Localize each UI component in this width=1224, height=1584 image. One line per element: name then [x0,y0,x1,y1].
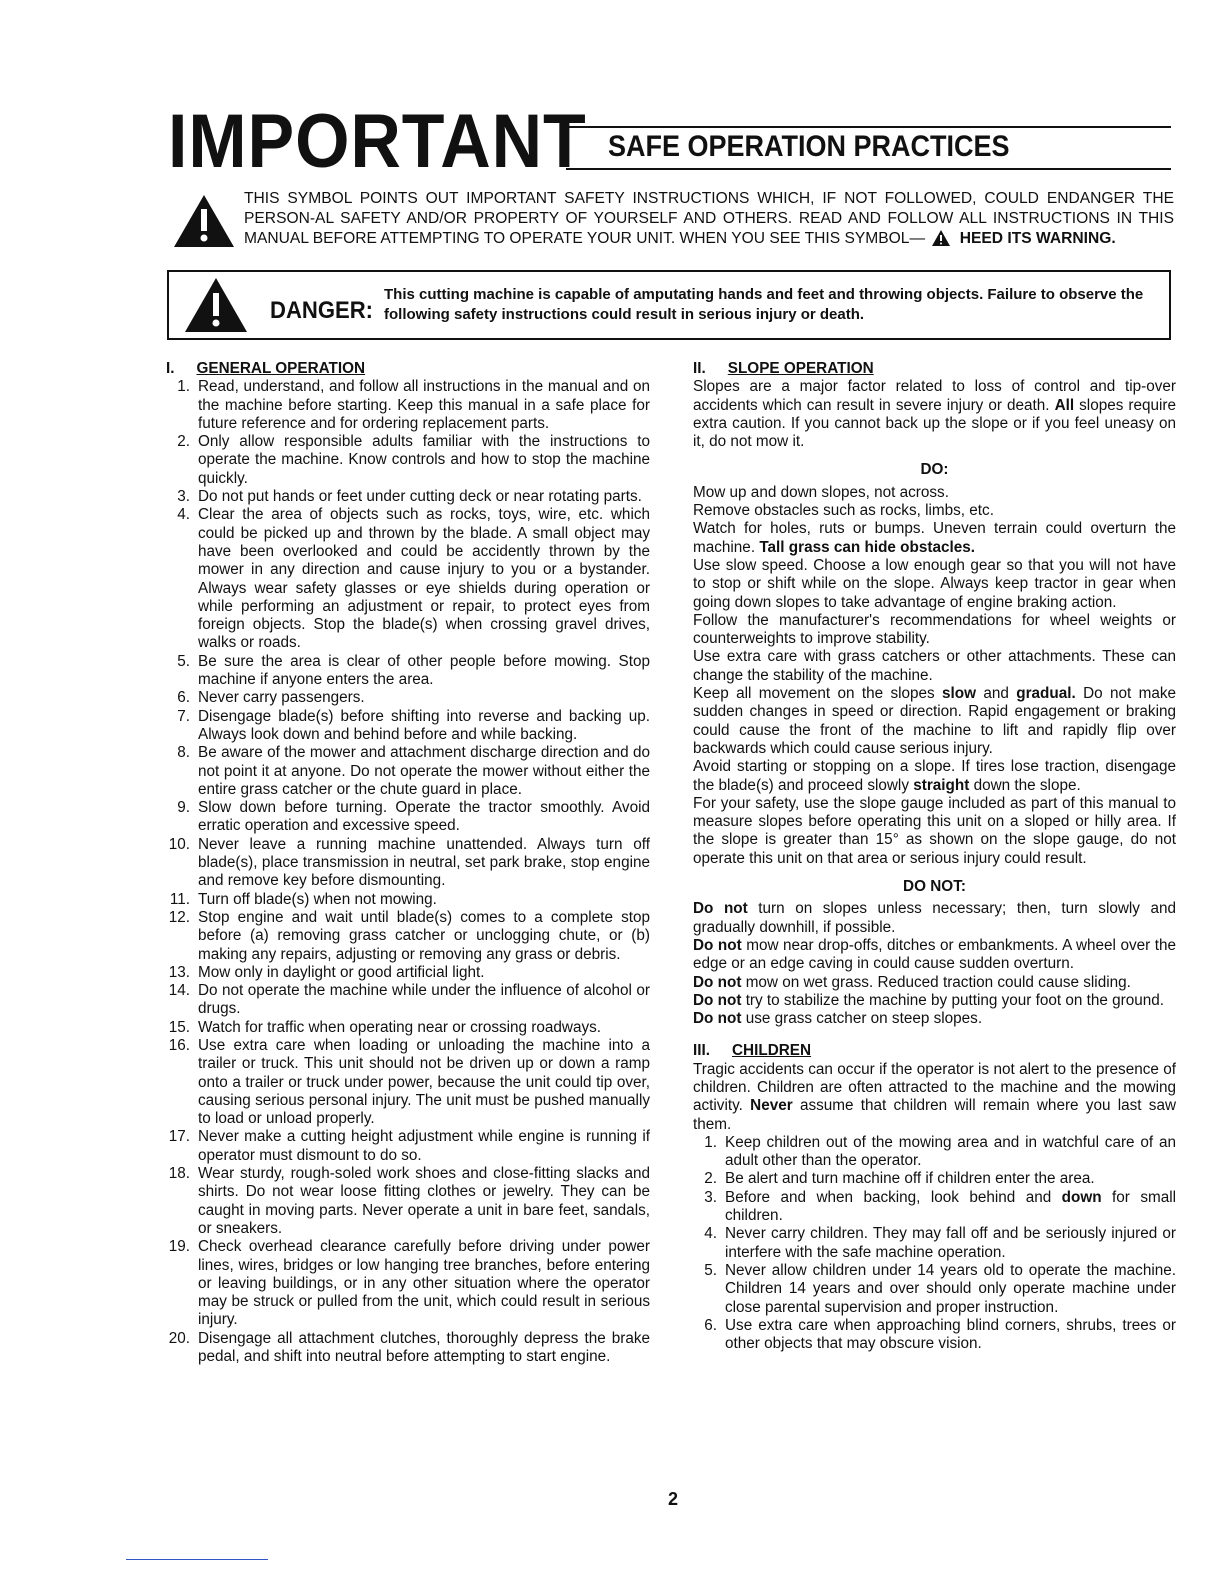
do-item: For your safety, use the slope gauge included as part of this manual to measure slopes before operating this unit on a sloped or hilly area. If the slope is greater than 15° as shown on the slope gauge, do not operate this unit on that area or serious injury could result. [693,794,1176,867]
list-item: 19. Check overhead clearance carefully before driving under power lines, wires, bridges or low hanging tree branches, before entering or leaving buildings, or in any other situation where the operator may be struck or pulled from the unit, which could result in serious injury. [168,1238,650,1329]
list-item: 1. Keep children out of the mowing area and in watchful care of an adult other than the operator. [704,1133,1176,1170]
list-item: 13. Mow only in daylight or good artificial light. [168,963,485,981]
list-item: 2. Be alert and turn machine off if children enter the area. [704,1170,1095,1188]
list-item: 4. Clear the area of objects such as rocks, toys, wire, etc. which could be picked up and thrown by the blade. A small object may have been overlooked and could be accidently thrown by the mower in any direction and cause injury to you or a bystander. Always wear safety glasses or eye shields during operation or while performing an adjustment or repair, to protect eyes from foreign objects. Stop the blade(s) when crossing gravel drives, walks or roads. [177,506,650,652]
do-item: Mow up and down slopes, not across. [693,483,949,501]
heed-warning: HEED ITS WARNING. [959,230,1116,247]
do-not-item: Do not use grass catcher on steep slopes. [693,1010,983,1028]
section-heading [166,360,650,378]
list-item: 3. Do not put hands or feet under cutting deck or near rotating parts. [177,488,642,506]
list-item: 16. Use extra care when loading or unloading the machine into a trailer or truck. This unit should not be driven up or down a ramp onto a trailer or truck under power, because the unit could tip over, causing serious personal injury. The unit must be pushed manually to load or unload properly. [168,1036,650,1128]
do-item: Watch for holes, ruts or bumps. Uneven terrain could overturn the machine. Tall grass can hide obstacles. [693,520,1176,556]
list-item: 5. Be sure the area is clear of other people before mowing. Stop machine if anyone enters the area. [177,652,650,689]
do-not-item: Do not try to stabilize the machine by putting your foot on the ground. [693,991,1165,1009]
do-heading: DO: [920,461,949,479]
danger-text: This cutting machine is capable of amputating hands and feet and throwing objects. Failure to observe the following safety instructions could result in serious injury or death. [384,286,1144,323]
safe-operation-title: SAFE OPERATION PRACTICES [608,130,1010,163]
do-item: Use extra care with grass catchers or other attachments. These can change the stability of the machine. [693,648,1176,684]
list-item: 18. Wear sturdy, rough-soled work shoes and close-fitting slacks and shirts. Do not wear loose fitting clothes or jewelry. They can be caught in moving parts. Never operate a unit in bare feet, sandals, or sneakers. [168,1165,650,1237]
list-item: 3. Before and when backing, look behind and down for small children. [704,1188,1177,1225]
danger-label: DANGER: [270,297,374,324]
list-item: 11. Turn off blade(s) when not mowing. [169,890,437,908]
list-item: 6. Use extra care when approaching blind corners, shrubs, trees or other objects that may obscure vision. [704,1316,1176,1353]
list-item: 17. Never make a cutting height adjustment while engine is running if operator must dismount to do so. [168,1128,650,1164]
list-item: 4. Never carry children. They may fall off and be seriously injured or interfere with the safe machine operation. [704,1225,1176,1261]
intro-text: THIS SYMBOL POINTS OUT IMPORTANT SAFETY INSTRUCTIONS WHICH, IF NOT FOLLOWED, COULD ENDANGER THE PERSON-AL SAFETY AND/OR PROPERTY OF YOURSELF AND OTHERS. READ AND FOLLOW ALL INSTRUCTIONS IN THIS MANUAL BEFORE ATTEMPTING TO OPERATE YOUR UNIT. WHEN YOU SEE THIS SYMBOL— [244,190,1174,247]
list-item: 14. Do not operate the machine while under the influence of alcohol or drugs. [168,982,650,1018]
section-title-bar [566,126,1171,170]
warning-triangle-icon [931,229,951,247]
list-item: 2. Only allow responsible adults familiar with the instructions to operate the machine. Know controls and how to stop the machine quickly. [177,433,650,487]
danger-triangle-icon [183,276,249,334]
section-numeral: I. [166,360,175,377]
intro-paragraph [244,189,1174,249]
slope-section-heading: II. SLOPE OPERATION [693,360,874,377]
do-item: Avoid starting or stopping on a slope. If tires lose traction, disengage the blade(s) and proceed slowly straight down the slope. [693,758,1176,794]
warning-triangle-icon [172,193,236,249]
list-item: 7. Disengage blade(s) before shifting into reverse and backing up. Always look down and behind before and while backing. [177,707,650,743]
do-item: Keep all movement on the slopes slow and gradual. Do not make sudden changes in speed or direction. Rapid engagement or braking could cause the front of the machine to lift and rapidly flip over backwards which could cause serious injury. [693,685,1176,757]
list-item: 12. Stop engine and wait until blade(s) comes to a complete stop before (a) removing grass catcher or unclogging chute, or (b) making any repairs, adjusting or removing any grass or debris. [168,908,650,963]
do-item: Use slow speed. Choose a low enough gear so that you will not have to stop or shift while on the slope. Always keep tractor in gear when going down slopes to take advantage of engine braking action. [693,556,1176,611]
do-not-item: Do not mow on wet grass. Reduced traction could cause sliding. [693,973,1131,991]
do-item: Follow the manufacturer's recommendations for wheel weights or counterweights to improve stability. [693,611,1176,648]
section-heading-text: GENERAL OPERATION [196,360,366,377]
general-operation-list [166,378,650,1366]
page-number: 2 [668,1489,679,1509]
do-not-heading: DO NOT: [903,878,966,896]
list-item: 9. Slow down before turning. Operate the tractor smoothly. Avoid erratic operation and excessive speed. [177,799,650,835]
list-item: 8. Be aware of the mower and attachment discharge direction and do not point it at anyone. Do not operate the mower without either the entire grass catcher or the chute guard in place. [177,744,650,798]
right-column [693,360,1176,1353]
divider [126,1559,268,1560]
list-item: 6. Never carry passengers. [177,689,365,707]
slope-intro: Slopes are a major factor related to loss of control and tip-over accidents which can result in severe injury or death. All slopes require extra caution. If you cannot back up the slope or if you feel uneasy on it, do not mow it. [693,378,1177,451]
do-not-item: Do not turn on slopes unless necessary; then, turn slowly and gradually downhill, if possible. [693,900,1177,936]
children-list [693,1134,1176,1354]
children-intro: Tragic accidents can occur if the operator is not alert to the presence of children. Children are often attracted to the machine and the mowing activity. Never assume that children will remain where you last saw them. [693,1060,1177,1133]
list-item: 5. Never allow children under 14 years old to operate the machine. Children 14 years and over should only operate machine under close parental supervision and proper instruction. [704,1261,1176,1316]
children-section-heading: III. CHILDREN [693,1042,812,1060]
do-not-item: Do not mow near drop-offs, ditches or embankments. A wheel over the edge or an edge caving in could cause sudden overturn. [693,936,1176,973]
do-item: Remove obstacles such as rocks, limbs, etc. [693,502,994,520]
list-item: 10. Never leave a running machine unattended. Always turn off blade(s), place transmission in neutral, set park brake, stop engine and remove key before dismounting. [168,835,650,890]
list-item: 15. Watch for traffic when operating near or crossing roadways. [168,1018,602,1036]
general-operation-section [166,360,650,1366]
important-heading: IMPORTANT [168,99,587,184]
list-item: 1. Read, understand, and follow all instructions in the manual and on the machine before starting. Keep this manual in a safe place for future reference and for ordering replacement parts. [177,378,650,432]
list-item: 20. Disengage all attachment clutches, thoroughly depress the brake pedal, and shift into neutral before attempting to start engine. [168,1329,650,1366]
